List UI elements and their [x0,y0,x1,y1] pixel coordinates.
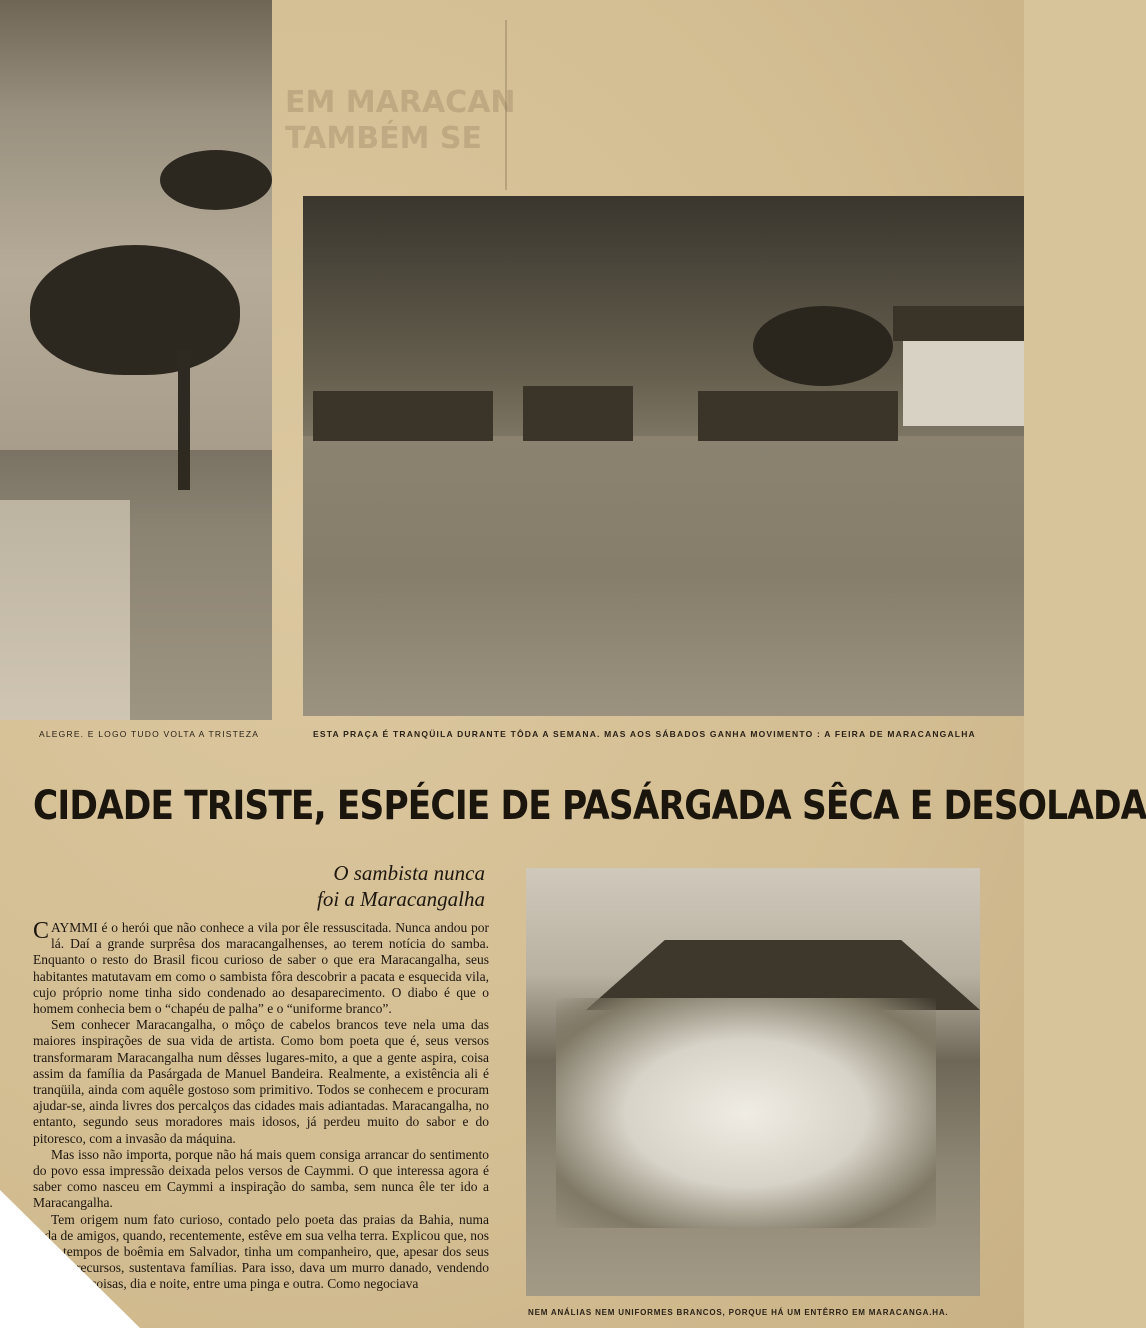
bleed-through-text: EM MARACAN TAMBÉM SE [285,85,516,156]
subheadline [250,860,485,912]
article-paragraph: Tem origem num fato curioso, contado pelo poeta das praias da Bahia, numa roda de amigos, quando, recentemente, estêve em sua velha terra. Explicou que, nos bons tempos de boêmia em Salvador, tinha um companheiro, que, apesar dos seus poucos recursos, sustentava famílias. Para isso, dava um murro danado, vendendo mil e uma coisas, dia e noite, entre uma pinga e outra. Como negociava [33,1211,489,1292]
photo-tree-road [0,0,272,720]
caption-left-photo: ALEGRE. E LOGO TUDO VOLTA A TRISTEZA [39,729,260,739]
article-paragraph: Sem conhecer Maracangalha, o môço de cabelos brancos teve nela uma das maiores inspirações de sua vida de artista. Como bom poeta que é, seus versos transformaram Maracangalha num dêsses lugares-mito, a que a gente aspira, coisa assim da família da Pasárgada de Manuel Bandeira. Realmente, a existência ali é tranqüila, ainda com aquêle gostoso som primitivo. Todos se conhecem e procuram ajudar-se, ainda livres dos percalços das cidades mais adiantadas. Maracangalha, no entanto, segundo seus moradores mais idosos, já perdeu muito do sabor e do pitoresco, com a invasão da máquina. [33,1017,489,1146]
subheadline-line-1: O sambista nunca [333,861,485,885]
caption-bottom-photo: NEM ANÁLIAS NEM UNIFORMES BRANCOS, PORQUE HÁ UM ENTÊRRO EM MARACANGA.HA. [528,1308,949,1317]
torn-page-corner [0,1190,140,1328]
article-paragraph: Mas isso não importa, porque não há mais quem consiga arrancar do sentimento do povo essa impressão deixada pelos versos de Caymmi. O que interessa agora é saber como nasceu em Caymmi a inspiração do samba, sem nunca êle ter ido a Maracangalha. [33,1146,489,1211]
photo-women-procession [526,868,980,1296]
drop-cap: C [33,918,50,944]
subheadline-line-2: foi a Maracangalha [317,887,485,911]
photo-town-square [303,196,1024,716]
caption-right-photo: ESTA PRAÇA É TRANQÜILA DURANTE TÔDA A SEMANA. MAS AOS SÁBADOS GANHA MOVIMENTO : A FEIRA DE MARACANGALHA [313,729,976,739]
column-rule [505,20,507,190]
headline: CIDADE TRISTE, ESPÉCIE DE PASÁRGADA SÊCA E DESOLADA [33,783,1146,829]
article-paragraph: CAYMMI é o herói que não conhece a vila por êle ressuscitada. Nunca andou por lá. Daí a grande surprêsa dos maracangalhenses, ao terem notícia do samba. Enquanto o resto do Brasil ficou curioso de saber o que era Maracangalha, seus habitantes matutavam em como o sambista fôra descobrir a pacata e esquecida vila, cujo próprio nome tinha sido condenado ao desaparecimento. O diabo é que o homem conhecia bem o “chapéu de palha” e o “uniforme branco”. [33,918,489,1017]
